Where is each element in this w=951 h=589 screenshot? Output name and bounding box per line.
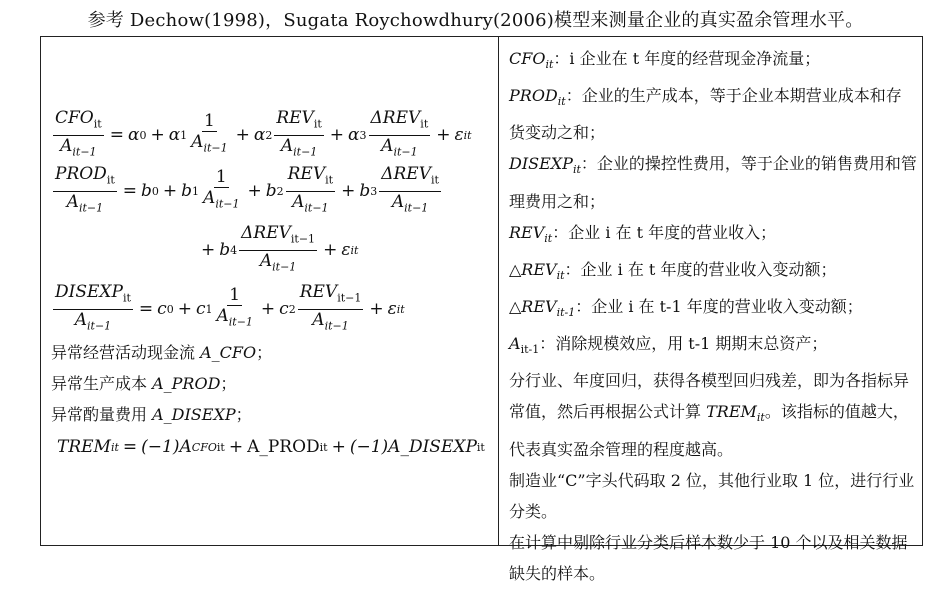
cfo-t1-fraction [189, 111, 229, 158]
frac-den: A [292, 191, 305, 212]
abnormal-cfo-line [51, 337, 491, 368]
sub: it [319, 440, 328, 454]
def-var: TREM [706, 402, 757, 422]
def-var: DISEXP [509, 154, 573, 174]
frac-num: ΔREV [381, 164, 431, 185]
line-var: A_CFO [200, 343, 257, 362]
trem-part1: (−1)A [141, 437, 192, 457]
cfo-t3-fraction [369, 108, 431, 162]
c1: c [195, 299, 206, 319]
frac-den: A [203, 188, 216, 209]
disexp-t2-fraction [298, 282, 364, 336]
frac-den: A [391, 191, 405, 212]
alpha3: α [348, 125, 360, 145]
b3: b [359, 181, 371, 201]
sub: it−1 [404, 200, 429, 214]
def-var: REV [509, 222, 545, 242]
caption: 参考 Dechow(1998)，Sugata Roychowdhury(2006)模型来测量企业的真实盈余管理水平。 [87, 10, 864, 31]
prod-t3-fraction [379, 164, 441, 218]
prod-t2-fraction [286, 164, 335, 218]
def-var: △REV [509, 296, 557, 316]
sub: CFO [191, 440, 217, 454]
line-text: 异常生产成本 [51, 374, 153, 393]
trem-part3: (−1)A_DISEXP [349, 437, 477, 457]
prod-equation: $\frac{PROD_{it}}{A_{it-1}}$ = b 0 + b 1 $\frac{1}{A_{it-1}}$ + b 2 $\frac{REV_{it}}{A_{it-1}}$ + b 3 $\frac{\Delta REV_{it}}{A_{it-1}}$ [51, 163, 491, 219]
cfo-lhs-den: A [60, 135, 73, 156]
c2: c [279, 299, 289, 319]
sub: 2 [265, 128, 273, 142]
def-text: ：消除规模效应，用 t-1 期期末总资产； [539, 334, 828, 354]
def-text: 分行业、年度回归，获得各模型回归残差，即为各指标异常值，然后再根据公式计算 [509, 371, 910, 422]
sub: 1 [180, 128, 188, 142]
sub: it [216, 440, 225, 454]
sub: it−1 [87, 318, 112, 332]
sub: it [463, 128, 472, 142]
prod-t1-fraction [201, 167, 241, 214]
def-text: ：企业 i 在 t 年度的营业收入变动额； [564, 259, 837, 279]
def-text: 。该指标的值越大，代表真实盈余管理的程度越高。 [509, 402, 909, 459]
frac-den: A [381, 135, 394, 156]
abnormal-prod-line [51, 368, 491, 399]
sub: it−1 [72, 144, 97, 158]
sub: it−1 [203, 141, 228, 155]
sub: it [110, 440, 119, 454]
def-text: ：企业 i 在 t-1 年度的营业收入变动额； [575, 296, 863, 316]
alpha2: α [253, 125, 266, 145]
frac-num: 1 [229, 285, 241, 306]
sub: it−1 [272, 259, 297, 273]
sub: it [93, 117, 102, 131]
prod-lhs-fraction [53, 164, 117, 218]
abnormal-disexp-line [51, 399, 491, 430]
sub: it [350, 243, 359, 257]
line-var: A_PROD [152, 374, 221, 393]
line-punct: ； [235, 405, 252, 424]
frac-den: A [191, 132, 204, 153]
line-var: A_DISEXP [152, 405, 236, 424]
disexp-lhs-num: DISEXP [55, 282, 123, 303]
def-text: ：企业的操控性费用，等于企业的销售费用和管理费用之和； [509, 154, 917, 211]
frac-num: 1 [203, 111, 215, 132]
sub: it−1 [290, 232, 316, 246]
sub: 0 [151, 184, 159, 198]
line-punct: ； [256, 343, 273, 362]
sub: 2 [276, 184, 284, 198]
def-text: ：企业 i 在 t 年度的营业收入； [552, 222, 777, 242]
b2: b [265, 181, 277, 201]
sub: it [396, 302, 405, 316]
epsilon: ε [387, 299, 397, 319]
line-text: 异常酌量费用 [51, 405, 153, 424]
disexp-equation: $\frac{DISEXP_{it}}{A_{it-1}}$ = c 0 + c 1 $\frac{1}{A_{it-1}}$ + c 2 $\frac{REV_{it-1}}{A_{it-1}}$ + ε it [51, 281, 491, 337]
sub: it [325, 173, 334, 187]
def-var: CFO [509, 49, 546, 68]
sub: it [544, 231, 553, 245]
sub [192, 441, 225, 454]
sub: it [556, 268, 565, 282]
def-delta-rev [509, 254, 917, 291]
def-assets [509, 328, 917, 365]
frac-num: REV [287, 164, 326, 185]
frac-num: ΔREV [370, 108, 421, 129]
sub: 3 [359, 128, 367, 142]
sub: 0 [166, 302, 174, 316]
def-text: ：企业的生产成本，等于企业本期营业成本和存货变动之和； [509, 86, 902, 143]
sub: it [430, 173, 439, 187]
sub: it−1 [337, 291, 362, 305]
def-delta-rev-lag [509, 291, 917, 328]
def-text: ：i 企业在 t 年度的经营现金净流量； [553, 49, 821, 68]
def-var: PROD [509, 86, 558, 106]
column-divider [498, 37, 499, 545]
sub: it−1 [293, 144, 318, 158]
sub: it [545, 58, 554, 72]
trem-part2: A_PROD [247, 437, 320, 457]
sub: 3 [370, 184, 378, 198]
trem-equation: TREM it = (−1)A CFOit + A_PROD it + (−1)A_DISEXP it [51, 430, 491, 464]
disexp-lhs-fraction [53, 282, 133, 336]
disexp-lhs-den: A [74, 309, 88, 330]
prod-lhs-den: A [66, 191, 79, 212]
sub: it [557, 95, 566, 109]
sub: it−1 [78, 200, 104, 214]
sub: it−1 [393, 144, 418, 158]
b1: b [181, 181, 193, 201]
cfo-t2-fraction [274, 108, 323, 162]
disexp-t1-fraction [214, 285, 254, 332]
sub: it−1 [228, 315, 253, 329]
line-punct: ； [220, 374, 237, 393]
frac-num: ΔREV [241, 223, 291, 244]
alpha0: α [127, 125, 140, 145]
def-disexp [509, 148, 917, 216]
sub: it−1 [304, 200, 329, 214]
def-regression [509, 365, 917, 464]
sub: it-1 [556, 306, 576, 320]
def-var: A [509, 334, 521, 354]
def-prod [509, 80, 917, 148]
sub: it [420, 117, 429, 131]
definition-column [509, 43, 917, 589]
def-industry: 制造业“C”字头代码取 2 位，其他行业取 1 位，进行行业分类。 [509, 470, 915, 521]
cfo-lhs-fraction [53, 108, 104, 162]
sub: 1 [192, 184, 200, 198]
frac-num: REV [299, 282, 338, 303]
def-rev [509, 217, 917, 254]
def-var: △REV [509, 259, 557, 279]
trem-lhs: TREM [57, 437, 111, 457]
sub: it [106, 173, 115, 187]
sub: it [756, 411, 765, 425]
sub: 1 [205, 302, 213, 316]
line-text: 异常经营活动现金流 [51, 343, 201, 362]
cfo-lhs-num: CFO [55, 108, 94, 129]
sub: it [476, 440, 485, 454]
prod-equation-continued: + b 4 $\frac{\Delta REV_{it-1}}{A_{it-1}}$ + ε it [51, 219, 491, 281]
sub: it−1 [215, 197, 240, 211]
frac-den: A [280, 135, 294, 156]
model-table [40, 36, 923, 583]
b0: b [141, 181, 152, 201]
sub: 4 [230, 243, 238, 257]
frac-num: 1 [215, 167, 227, 188]
def-sample: 在计算中剔除行业分类后样本数少于 10 个以及相关数据缺失的样本。 [509, 532, 908, 583]
sub: it [122, 291, 131, 305]
sub: it−1 [324, 318, 349, 332]
frac-den: A [259, 250, 273, 271]
sub: 0 [139, 128, 147, 142]
prod-lhs-num: PROD [55, 164, 107, 185]
sub: it [572, 163, 581, 177]
alpha1: α [168, 125, 181, 145]
formula-column [51, 107, 491, 464]
frac-den: A [312, 309, 325, 330]
epsilon: ε [454, 125, 464, 145]
frac-den: A [216, 306, 229, 327]
def-cfo [509, 43, 917, 80]
b4: b [219, 240, 231, 260]
sub: it [313, 117, 322, 131]
sub: 2 [288, 302, 296, 316]
prod-t4-fraction [239, 223, 317, 277]
epsilon: ε [341, 240, 351, 260]
c0: c [157, 299, 167, 319]
sub: it-1 [520, 343, 540, 357]
cfo-equation: $\frac{CFO_{it}}{A_{it-1}}$ = α 0 + α 1 $\frac{1}{A_{it-1}}$ + α 2 $\frac{REV_{it}}{A_{it-1}}$ + α 3 $\frac{\Delta REV_{it}}{A_{it-1}}$ + ε it [51, 107, 491, 163]
frac-num: REV [276, 108, 314, 129]
